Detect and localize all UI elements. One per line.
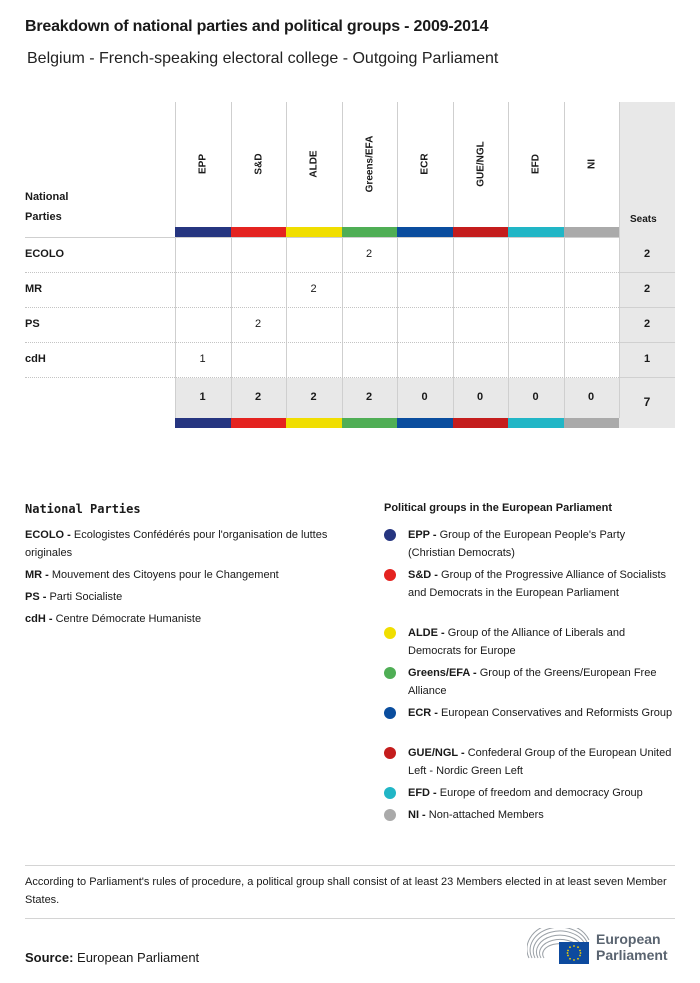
group-color-bar [397,227,453,237]
group-color-bar [231,418,287,428]
group-color-bar [286,227,342,237]
source [25,950,199,965]
seats-cell: 2 [643,318,651,330]
legend-item-group [408,566,673,602]
column-header: ALDE [308,150,320,178]
seats-cell: 1 [643,353,651,365]
column-greensefa [342,102,398,418]
legend-name: Ecologistes Confédérés pour l'organisation de luttes originales [25,529,328,559]
legend-item-group [408,664,673,700]
group-color-bar [564,227,620,237]
legend-item-cdh [25,610,355,628]
group-color-bar [564,418,620,428]
seats-divider [619,342,675,343]
header-line-2: Parties [25,211,62,223]
legend-item-group [408,784,673,802]
header-line-1: National [25,191,69,203]
european-parliament-logo [527,928,677,966]
table-cell: 2 [254,318,262,330]
group-color-bar [342,418,398,428]
legend-abbr: Greens/EFA - [408,667,477,679]
legend-dot-icon [384,627,396,639]
total-seats-cell: 7 [643,395,651,409]
divider [25,918,675,919]
legend-name: Parti Socialiste [49,591,123,603]
legend-dot-icon [384,707,396,719]
group-color-bar [175,227,231,237]
legend-abbr: ECR - [408,707,438,719]
legend-name: Confederal Group of the European United Left - Nordic Green Left [408,747,672,777]
legend-item-group [408,806,673,824]
seats-cell: 2 [643,248,651,260]
legend-abbr: PS - [25,591,47,603]
column-header: Greens/EFA [364,135,376,193]
group-color-bar [342,227,398,237]
seats-divider [619,307,675,308]
logo-line-1: European [596,931,661,947]
seats-divider [619,377,675,378]
seats-header: Seats [630,214,657,225]
legend-item-group [408,744,673,780]
source-label: Source: [25,950,74,965]
total-cell: 0 [532,391,539,403]
legend-name: Group of the Greens/European Free Alliance [408,667,657,697]
column-header: ECR [419,153,431,175]
column-guengl [453,102,509,418]
total-cell: 2 [254,391,262,403]
legend-name: Group of the European People's Party (Christian Democrats) [408,529,626,559]
legend-abbr: ALDE - [408,627,445,639]
column-efd [508,102,564,418]
column-header: GUE/NGL [475,141,487,187]
hemicycle-icon [527,928,593,966]
column-ecr [397,102,453,418]
political-groups-legend-title: Political groups in the European Parliament [384,502,612,514]
legend-dot-icon [384,787,396,799]
legend-dot-icon [384,529,396,541]
row-divider [25,307,619,308]
column-ni [564,102,620,418]
column-header: EFD [530,154,542,174]
legend-abbr: ECOLO - [25,529,71,541]
legend-name: European Conservatives and Reformists Group [441,707,673,719]
row-divider [25,377,619,378]
legend-name: Non-attached Members [428,809,544,821]
group-color-bar [453,418,509,428]
logo-text [596,931,668,963]
legend-item-group [408,624,673,660]
legend-abbr: EFD - [408,787,437,799]
total-cell: 2 [310,391,317,403]
seats-divider [619,272,675,273]
group-color-bar [397,418,453,428]
legend-item-ecolo [25,526,355,562]
row-label-ps: PS [25,318,40,330]
header-divider [25,237,619,238]
legend-name: Group of the Progressive Alliance of Socialists and Democrats in the European Parliament [408,569,667,599]
legend-name: Europe of freedom and democracy Group [439,787,643,799]
footnote: According to Parliament's rules of procedure, a political group shall consist of at least 23 Members elected in at least seven Member States. [25,876,667,906]
chart-title: Breakdown of national parties and political groups - 2009-2014 [25,18,489,35]
column-border [619,102,620,418]
national-parties-header [25,187,68,227]
legend-dot-icon [384,809,396,821]
total-cell: 2 [365,391,373,403]
chart-subtitle: Belgium - French-speaking electoral college - Outgoing Parliament [27,50,499,67]
group-color-bar [286,418,342,428]
logo-line-2: Parliament [596,947,668,963]
legend-dot-icon [384,667,396,679]
total-cell: 1 [199,391,206,403]
legend-abbr: NI - [408,809,426,821]
breakdown-table [25,102,675,428]
legend-dot-icon [384,569,396,581]
row-label-mr: MR [25,283,43,295]
table-cell: 2 [310,283,317,295]
row-label-ecolo: ECOLO [25,248,65,260]
seats-column-bg [619,102,675,428]
legend-item-mr [25,566,355,584]
group-color-bar [508,227,564,237]
row-divider [25,342,619,343]
row-divider [25,272,619,273]
legend-dot-icon [384,747,396,759]
legend-name: Centre Démocrate Humaniste [55,613,202,625]
column-alde [286,102,342,418]
column-sd [231,102,287,418]
seats-cell: 2 [643,283,651,295]
row-label-cdh: cdH [25,353,46,365]
legend-abbr: S&D - [408,569,438,581]
legend-item-group [408,704,673,722]
legend-abbr: cdH - [25,613,53,625]
group-color-bar [175,418,231,428]
legend-item-group [408,526,673,562]
divider [25,865,675,866]
column-epp [175,102,231,418]
column-header: S&D [253,153,265,175]
legend-abbr: EPP - [408,529,437,541]
group-color-bar [453,227,509,237]
total-cell: 0 [476,391,484,403]
column-header: NI [586,159,598,169]
source-value: European Parliament [77,950,200,965]
group-color-bar [231,227,287,237]
legend-abbr: MR - [25,569,49,581]
total-cell: 0 [587,391,595,403]
legend-name: Group of the Alliance of Liberals and Democrats for Europe [408,627,626,657]
column-header: EPP [197,153,209,175]
legend-abbr: GUE/NGL - [408,747,465,759]
group-color-bar [508,418,564,428]
table-cell: 1 [199,353,206,365]
total-cell: 0 [421,391,428,403]
legend-item-ps [25,588,355,606]
legend-name: Mouvement des Citoyens pour le Changement [51,569,279,581]
table-cell: 2 [365,248,373,260]
national-parties-legend-title: National Parties [25,502,141,516]
